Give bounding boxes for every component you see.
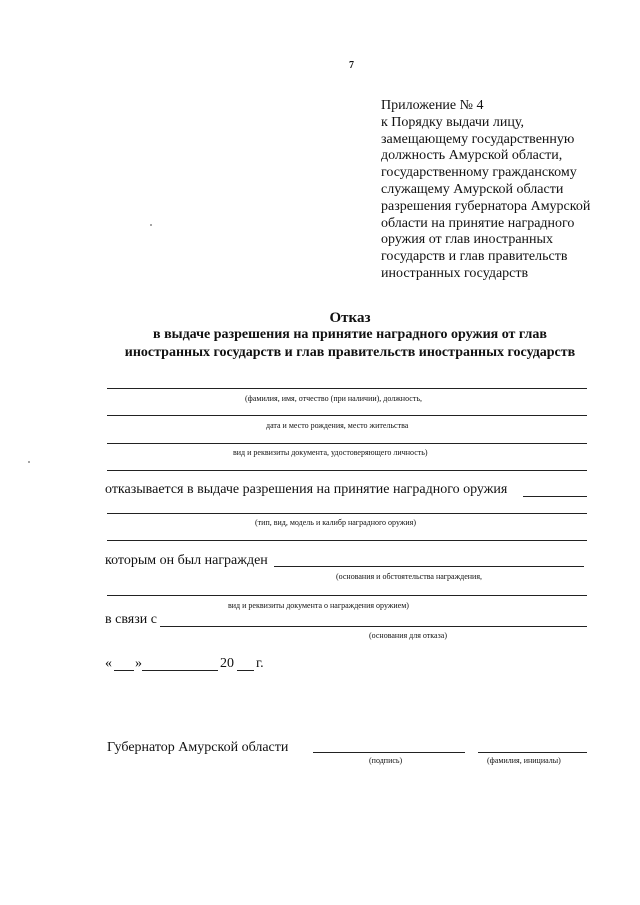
extra-line [107,470,587,471]
date-open-quote: « [105,656,112,671]
id-doc-caption: вид и реквизиты документа, удостоверяющего личность) [233,448,428,457]
weapon-extra-line [107,540,587,541]
fio-line [107,388,587,389]
appendix-line: разрешения губернатора Амурской [381,198,591,214]
date-year-line [237,670,254,671]
fio-caption: (фамилия, имя, отчество (при наличии), должность, [245,394,422,403]
appendix-line: Приложение № 4 [381,98,484,113]
date-close-quote: » [135,656,142,671]
award-reason-caption: (основания и обстоятельства награждения, [336,572,482,581]
appendix-line: должность Амурской области, [381,148,563,164]
refused-fill-line [523,496,587,497]
award-doc-caption: вид и реквизиты документа о награждения оружием) [228,601,409,610]
signer-title: Губернатор Амурской области [107,740,289,755]
scan-speck [150,224,152,226]
scan-speck [28,461,30,463]
name-initials-line [478,752,587,753]
name-initials-caption: (фамилия, инициалы) [487,756,561,765]
appendix-line: иностранных государств [381,265,529,281]
awarded-text: которым он был награжден [105,553,268,568]
page-number: 7 [349,60,354,71]
id-doc-line [107,443,587,444]
date-year-prefix: 20 [220,656,234,671]
appendix-line: государств и глав правительств [381,249,568,265]
appendix-line: служащему Амурской области [381,181,564,197]
weapon-type-line [107,513,587,514]
birth-line [107,415,587,416]
appendix-block [381,98,590,283]
award-doc-line [107,595,587,596]
refusal-reason-caption: (основания для отказа) [369,631,447,640]
document-title: Отказ [329,310,371,326]
weapon-type-caption: (тип, вид, модель и калибр наградного оружия) [255,518,416,527]
appendix-line: области на принятие наградного [381,215,575,231]
refusal-reason-line [160,626,587,627]
date-month-line [142,670,218,671]
award-reason-line [274,566,584,567]
document-subtitle-line-1: в выдаче разрешения на принятие наградного оружия от глав [153,327,547,342]
signature-line [313,752,465,753]
appendix-line: к Порядку выдачи лицу, [381,114,524,130]
because-text: в связи с [105,612,157,627]
appendix-line: оружия от глав иностранных [381,232,553,248]
appendix-line: государственному гражданскому [381,165,577,181]
document-subtitle-line-2: иностранных государств и глав правительств иностранных государств [124,345,576,360]
date-day-line [114,670,134,671]
appendix-line: замещающему государственную [381,131,575,147]
date-year-suffix: г. [256,656,264,671]
birth-caption: дата и место рождения, место жительства [266,421,409,430]
signature-caption: (подпись) [369,756,403,765]
refused-text: отказывается в выдаче разрешения на принятие наградного оружия [105,482,508,497]
